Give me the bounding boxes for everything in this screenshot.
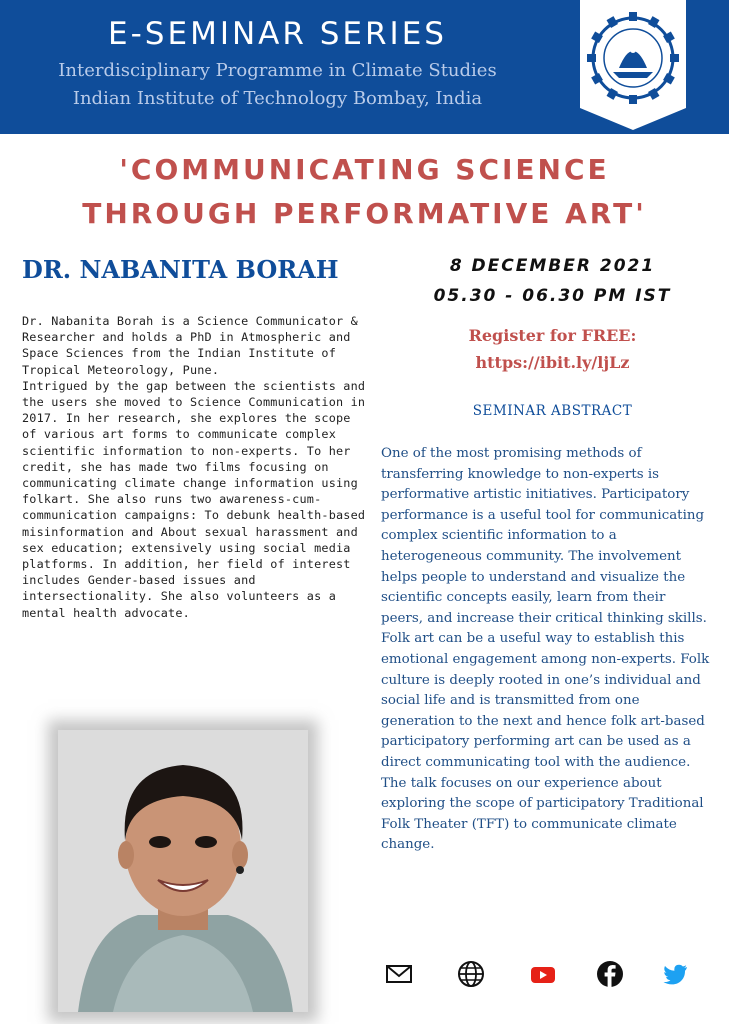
speaker-bio — [22, 313, 367, 621]
talk-title-line-1: 'COMMUNICATING SCIENCE — [119, 153, 610, 186]
youtube-icon[interactable] — [529, 960, 557, 988]
twitter-icon[interactable] — [661, 960, 689, 988]
speaker-name: DR. NABANITA BORAH — [22, 255, 339, 284]
series-title: E-SEMINAR SERIES — [108, 16, 447, 52]
globe-icon[interactable] — [457, 960, 485, 988]
bio-paragraph-1: Dr. Nabanita Borah is a Science Communicator & Researcher and holds a PhD in Atmospheric and Space Sciences from the Indian Institute of Tropical Meteorology, Pune. — [22, 314, 358, 377]
talk-title-line-2: THROUGH PERFORMATIVE ART' — [82, 197, 647, 230]
register-label: Register for FREE: — [468, 326, 637, 345]
talk-title — [0, 148, 729, 236]
register-link[interactable]: https://ibit.ly/ljLz — [475, 353, 630, 372]
event-time: 05.30 - 06.30 PM IST — [433, 286, 672, 306]
iit-bombay-logo-icon — [580, 0, 686, 130]
abstract-text: One of the most promising methods of transferring knowledge to non-experts is performative artistic initiatives. Participatory performance is a useful tool for communicating complex scientific information to a heterogeneous community. The involvement helps people to understand and visualize the scientific concepts easily, learn from their peers, and increase their critical thinking skills. Folk art can be a useful way to establish this emotional engagement among non-experts. Folk culture is deeply rooted in one’s individual and social life and is transmitted from one generation to the next and hence folk art-based participatory performing art can be used as a direct communicating tool with the audience. The talk focuses on our experience about exploring the scope of participatory Traditional Folk Theater (TFT) to communicate climate change. — [381, 446, 710, 853]
event-date: 8 DECEMBER 2021 — [449, 256, 656, 276]
bio-paragraph-2: Intrigued by the gap between the scientists and the users she moved to Science Communication in 2017. In her research, she explores the scope of various art forms to communicate complex scientific information to non-experts. To her credit, she has made two films focusing on communicating climate change information using folkart. She also runs two awareness-cum-communication campaigns: To debunk health-based misinformation and About sexual harassment and sex education; extensively using social media platforms. In addition, her field of interest includes Gender-based issues and intersectionality. She also volunteers as a mental health advocate. — [22, 378, 366, 620]
abstract-heading: SEMINAR ABSTRACT — [472, 403, 633, 419]
facebook-icon[interactable] — [596, 960, 624, 988]
programme-name: Interdisciplinary Programme in Climate Studies — [58, 60, 497, 81]
speaker-photo — [58, 730, 308, 1012]
mail-icon[interactable] — [385, 960, 413, 988]
institute-name: Indian Institute of Technology Bombay, India — [72, 88, 483, 109]
